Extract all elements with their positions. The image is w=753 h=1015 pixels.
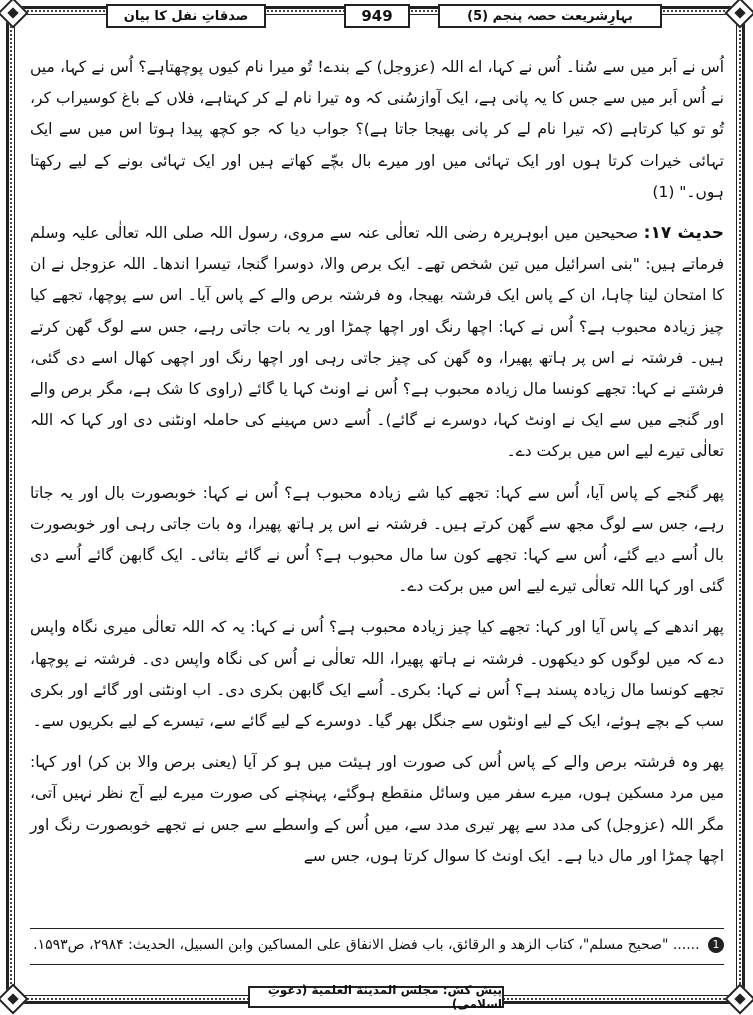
book-title: بہارِشریعت حصہ پنجم (5): [438, 4, 662, 28]
paragraph-4: پھر اندھے کے پاس آیا اور کہا: تجھے کیا چیز زیادہ محبوب ہے؟ اُس نے کہا: یہ کہ اللہ تعالٰی میری نگاہ واپس دے کہ میں لوگوں کو دیکھوں۔ فرشتہ نے ہاتھ پھیرا، اللہ تعالٰی نے اُس کی نگاہ واپس دی۔ فرشتہ نے پوچھا، تجھے کونسا مال زیادہ پسند ہے؟ اُس نے کہا: بکری۔ اُسے ایک گابھن بکری دی۔ اب اونٹنی اور گائے اور بکری سب کے بچے ہوئے، ایک کے لیے اونٹوں سے جنگل بھر گیا۔ دوسرے کے لیے گائے سے، تیسرے کے لیے بکریوں سے۔: [30, 618, 724, 731]
hadith-label: حدیث ۱۷:: [643, 223, 724, 244]
footnote-text: ...... "صحیح مسلم"، کتاب الزهد و الرقائق، باب فضل الانفاق علی المساکین وابن السبیل، الحدیث: ۲۹۸۴، ص۱۵۹۳.: [33, 937, 700, 953]
paragraph-3: پھر گنجے کے پاس آیا، اُس سے کہا: تجھے کیا شے زیادہ محبوب ہے؟ اُس نے کہا: خوبصورت بال اور یہ جاتا رہے، جس سے لوگ مجھ سے گھن کرتے ہیں۔ فرشتہ نے اس پر ہاتھ پھیرا، وہ بات جاتی رہی اور خوبصورت بال اُسے دیے گئے، اُس سے کہا: تجھے کون سا مال محبوب ہے؟ اُس نے گائے بتائی۔ ایک گابھن گائے اُسے دی گئی اور کہا اللہ تعالٰی تیرے لیے اس میں برکت دے۔: [30, 483, 724, 596]
paragraph-5: پھر وہ فرشتہ برص والے کے پاس اُس کی صورت اور ہیئت میں ہو کر آیا (یعنی برص والا بن کر) اور کہا: میں مرد مسکین ہوں، میرے سفر میں وسائل منقطع ہوگئے، پہنچنے کی صورت میرے لیے آج نظر نہیں آتی، مگر اللہ (عزوجل) کی مدد سے پھر تیری مدد سے، میں اُس کے واسطے سے جس نے تجھے خوبصورت رنگ اور اچھا چمڑا اور مال دیا ہے۔ ایک اونٹ کا سوال کرتا ہوں، جس سے: [30, 753, 724, 865]
paragraph-1: اُس نے اَبر میں سے سُنا۔ اُس نے کہا، اے اللہ (عزوجل) کے بندے! تُو میرا نام کیوں پوچھتاہے؟ اُس نے کہا، میں نے اُس اَبر میں سے جس کا یہ پانی ہے، ایک آوازسُنی کہ وہ تیرا نام لے کر کہتاہے، فلاں کے باغ کوسیراب کر، تُو تو کیا کرتاہے (کہ تیرا نام لے کر پانی بھیجا جاتا ہے)؟ جواب دیا کہ جو کچھ پیدا ہوتا اس میں سے ایک تہائی خیرات کرتا ہوں اور ایک تہائی میں اور میرے بال بچّے کھاتے ہیں اور ایک تہائی بونے کے لیے رکھتا ہوں۔" (1): [30, 58, 724, 201]
chapter-title: صدقاتِ نفل کا بیان: [106, 4, 266, 28]
page-number: 949: [344, 4, 410, 28]
footnote-number-badge: 1: [708, 937, 724, 953]
footnote: [30, 934, 724, 956]
publisher-footer: پیش کش: مجلس المدینة العلمیة (دعوتِ اسلامی): [248, 986, 504, 1008]
paragraph-hadith-17: [30, 218, 724, 468]
page-body: [30, 52, 724, 882]
hadith-text: صحیحین میں ابوہریرہ رضی اللہ تعالٰی عنہ سے مروی، رسول اللہ صلی اللہ تعالٰی علیہ وسلم فرماتے ہیں: "بنی اسرائیل میں تین شخص تھے۔ ایک برص والا، دوسرا گنجا، تیسرا اندھا۔ اللہ عزوجل نے ان کا امتحان لینا چاہا، ان کے پاس ایک فرشتہ بھیجا، وہ فرشتہ برص والے کے پاس آیا۔ اس سے پوچھا، تجھے کیا چیز زیادہ محبوب ہے؟ اُس نے کہا: اچھا رنگ اور اچھا چمڑا اور یہ بات جاتی رہے، جس سے لوگ گھن کرتے ہیں۔ فرشتہ نے اس پر ہاتھ پھیرا، وہ گھن کی چیز جاتی رہی اور اچھا رنگ اور اچھی کھال اسے دی گئی، فرشتے نے کہا: تجھے کونسا مال زیادہ محبوب ہے؟ اُس نے اونٹ کہا یا گائے (راوی کا شک ہے، مگر برص والے اور گنجے میں سے ایک نے اونٹ کہا، دوسرے نے گائے)۔ اُسے دس مہینے کی حاملہ اونٹنی دی اور کہا کہ اللہ تعالٰی تیرے لیے اس میں برکت دے۔: [30, 224, 724, 461]
footer-divider: [30, 964, 724, 965]
page-header: [96, 4, 662, 30]
footnote-divider: [30, 928, 724, 929]
